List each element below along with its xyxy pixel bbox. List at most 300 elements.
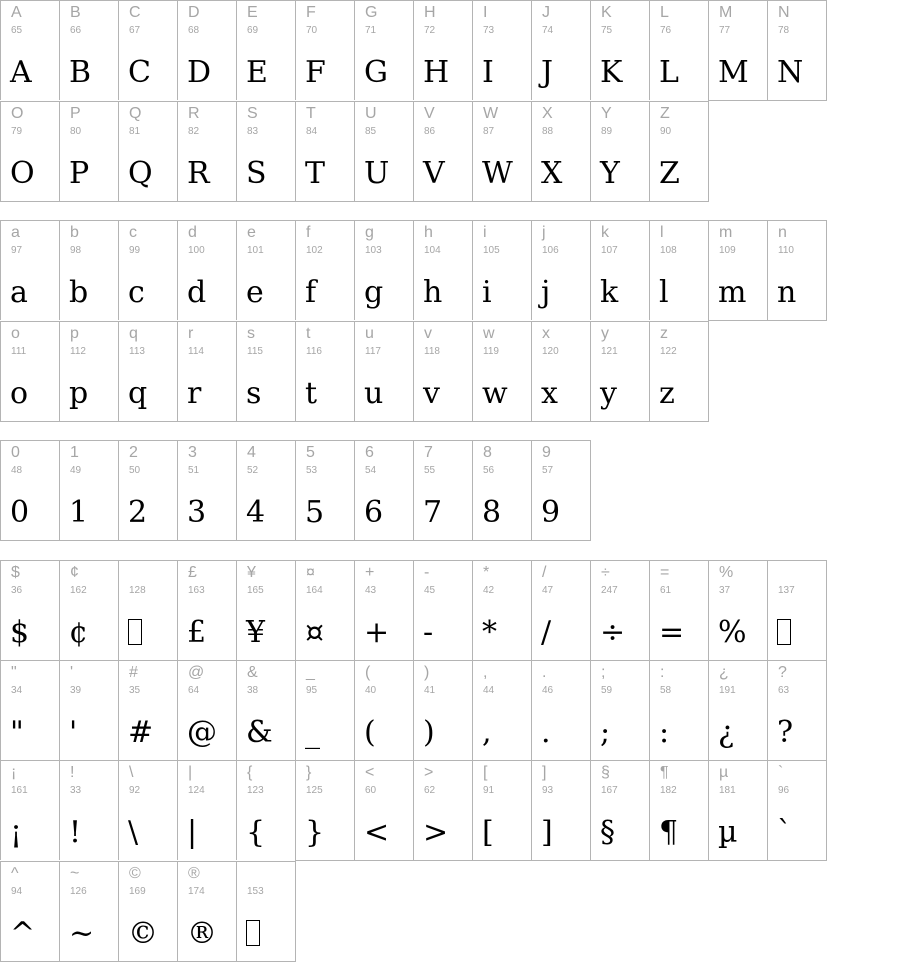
glyph-code: 108 [660,245,677,256]
glyph-label: 0 [11,444,20,461]
glyph-label: @ [188,664,205,681]
glyph-sample: F [305,55,326,90]
glyph-code: 60 [365,785,377,796]
glyph-code: 164 [306,585,323,596]
glyph-cell [767,560,827,660]
digits-grid [0,440,591,541]
glyph-code: 162 [70,585,87,596]
glyph-code: 40 [365,685,377,696]
glyph-cell [472,440,531,541]
glyph-code: 95 [306,685,318,696]
glyph-sample: ® [187,916,217,951]
glyph-label: B [70,4,81,21]
glyph-label: ; [601,664,606,681]
glyph-label: ` [778,764,784,781]
glyph-code: 54 [365,465,377,476]
glyph-cell [295,0,354,100]
glyph-cell [708,760,767,861]
glyph-label: - [424,564,430,581]
glyph-label: < [365,764,375,781]
symbols-grid [0,560,827,962]
glyph-label: G [365,4,378,21]
glyph-code: 120 [542,346,559,357]
glyph-label: µ [719,764,729,781]
glyph-code: 121 [601,346,618,357]
glyph-cell [177,220,236,320]
glyph-label: | [188,764,193,781]
glyph-sample: I [482,55,494,90]
glyph-sample: N [777,55,804,90]
glyph-sample: £ [187,615,207,650]
glyph-label: O [11,105,24,122]
glyph-cell [590,220,649,320]
glyph-cell [472,321,531,422]
glyph-code: 48 [11,465,23,476]
glyph-label: > [424,764,434,781]
glyph-sample: M [718,55,749,90]
glyph-sample: ~ [69,916,95,951]
glyph-label: ¤ [306,564,315,581]
glyph-label: Y [601,105,612,122]
glyph-cell [708,660,767,760]
glyph-sample: _ [305,715,320,750]
glyph-code: 91 [483,785,495,796]
glyph-label: g [365,224,374,241]
glyph-cell [0,101,59,202]
glyph-code: 55 [424,465,436,476]
glyph-sample: @ [187,715,217,750]
glyph-sample: " [10,715,24,750]
glyph-sample: ; [600,715,611,750]
glyph-code: 62 [424,785,436,796]
glyph-label: q [129,325,138,342]
glyph-sample: d [187,275,207,310]
glyph-code: 67 [129,25,141,36]
glyph-code: 90 [660,126,672,137]
glyph-sample: v [423,376,440,411]
glyph-sample: B [69,55,92,90]
glyph-label: z [660,325,668,342]
glyph-code: 83 [247,126,259,137]
glyph-cell [354,440,413,541]
glyph-code: 70 [306,25,318,36]
glyph-label: ( [365,664,371,681]
glyph-label: v [424,325,432,342]
glyph-label: Z [660,105,670,122]
glyph-cell [531,760,590,861]
glyph-label: § [601,764,610,781]
glyph-label: , [483,664,488,681]
glyph-row [0,560,827,660]
glyph-sample: a [10,275,28,310]
glyph-row [0,220,827,321]
glyph-cell [59,0,118,100]
glyph-code: 81 [129,126,141,137]
glyph-label: 1 [70,444,79,461]
glyph-code: 119 [483,346,499,357]
glyph-label: h [424,224,433,241]
glyph-code: 61 [660,585,672,596]
glyph-cell [0,0,59,100]
glyph-sample: ( [364,715,376,750]
glyph-label: D [188,4,200,21]
glyph-label: / [542,564,547,581]
glyph-sample: ] [541,815,553,850]
glyph-label: " [11,664,17,681]
glyph-code: 126 [70,886,87,897]
glyph-cell [0,660,59,760]
glyph-label: * [483,564,490,581]
glyph-cell [413,440,472,541]
glyph-sample: $ [10,615,30,650]
glyph-sample: } [305,815,325,850]
glyph-label: m [719,224,733,241]
glyph-sample: Y [600,156,620,191]
glyph-code: 103 [365,245,382,256]
glyph-cell [590,760,649,861]
glyph-cell [59,321,118,422]
glyph-code: 45 [424,585,436,596]
glyph-label: ) [424,664,430,681]
glyph-cell [295,440,354,541]
glyph-code: 73 [483,25,495,36]
glyph-label: $ [11,564,20,581]
glyph-label: ^ [11,865,19,882]
glyph-code: 165 [247,585,264,596]
glyph-cell [708,560,767,660]
glyph-cell [177,101,236,202]
glyph-cell [118,660,177,760]
glyph-cell [236,660,295,760]
glyph-code: 64 [188,685,200,696]
glyph-cell [236,0,295,100]
glyph-code: 52 [247,465,259,476]
glyph-code: 114 [188,346,204,357]
glyph-code: 116 [306,346,322,357]
glyph-code: 106 [542,245,559,256]
glyph-label: H [424,4,436,21]
glyph-cell [413,101,472,202]
glyph-sample: ÷ [600,615,626,650]
glyph-label: d [188,224,197,241]
glyph-sample: g [364,275,384,310]
glyph-cell [531,660,590,760]
glyph-cell [59,101,118,202]
glyph-sample: x [541,376,558,411]
glyph-sample: V [423,156,445,191]
glyph-label: f [306,224,311,241]
glyph-sample: n [777,275,797,310]
glyph-label: V [424,105,435,122]
glyph-sample: | [187,815,198,850]
glyph-cell [295,560,354,660]
glyph-sample: o [10,376,29,411]
glyph-cell [177,560,236,660]
glyph-code: 161 [11,785,28,796]
glyph-sample: h [423,275,443,310]
glyph-cell [354,101,413,202]
glyph-label: + [365,564,375,581]
glyph-code: 39 [70,685,82,696]
glyph-sample: 8 [482,495,502,530]
glyph-sample: c [128,275,145,310]
glyph-sample [246,912,260,956]
glyph-sample: ) [423,715,435,750]
glyph-row [0,660,827,760]
glyph-label: k [601,224,609,241]
glyph-sample: t [305,376,318,411]
glyph-sample: + [364,615,390,650]
glyph-label: £ [188,564,197,581]
glyph-cell [531,440,591,541]
glyph-sample: 5 [305,495,325,530]
glyph-code: 74 [542,25,554,36]
glyph-code: 41 [424,685,436,696]
glyph-row [0,0,827,101]
glyph-cell [118,861,177,962]
glyph-cell [177,440,236,541]
glyph-code: 42 [483,585,495,596]
glyph-sample: ` [777,815,792,850]
glyph-sample: 7 [423,495,443,530]
glyph-label: % [719,564,734,581]
glyph-sample: ¢ [69,615,89,650]
glyph-code: 105 [483,245,500,256]
glyph-sample: D [187,55,212,90]
glyph-cell [236,440,295,541]
glyph-code: 125 [306,785,323,796]
glyph-code: 75 [601,25,613,36]
glyph-cell [472,220,531,320]
glyph-code: 191 [719,685,736,696]
missing-glyph-icon [128,619,142,645]
glyph-cell [590,560,649,660]
glyph-label: R [188,105,200,122]
glyph-code: 49 [70,465,82,476]
uppercase-grid [0,0,827,202]
glyph-sample: 6 [364,495,384,530]
glyph-label: ~ [70,865,80,882]
glyph-sample: r [187,376,202,411]
glyph-label: y [601,325,609,342]
glyph-sample: f [305,275,317,310]
glyph-label: s [247,325,255,342]
glyph-code: 34 [11,685,23,696]
glyph-sample: p [69,376,89,411]
glyph-row [0,760,827,861]
glyph-label: ! [70,764,75,781]
glyph-sample: > [423,815,449,850]
glyph-cell [118,440,177,541]
glyph-cell [354,0,413,100]
glyph-label: n [778,224,787,241]
glyph-sample: - [423,615,434,650]
glyph-label: ÷ [601,564,610,581]
glyph-cell [531,101,590,202]
glyph-code: 113 [129,346,145,357]
glyph-label: ' [70,664,74,681]
glyph-cell [177,760,236,860]
glyph-code: 102 [306,245,323,256]
glyph-label: 8 [483,444,492,461]
glyph-cell [295,101,354,202]
glyph-sample: Q [128,156,153,191]
glyph-code: 88 [542,126,554,137]
glyph-code: 111 [11,346,27,357]
glyph-cell [177,660,236,760]
glyph-code: 69 [247,25,259,36]
glyph-sample: j [541,275,551,310]
glyph-code: 47 [542,585,554,596]
glyph-cell [236,861,296,962]
glyph-label: © [129,865,141,882]
glyph-sample: ! [69,815,82,850]
glyph-label: 9 [542,444,551,461]
glyph-label: ? [778,664,787,681]
glyph-code: 118 [424,346,440,357]
glyph-code: 76 [660,25,672,36]
glyph-cell [472,560,531,660]
glyph-sample: © [128,916,158,951]
glyph-sample: W [482,156,513,191]
glyph-sample: i [482,275,492,310]
glyph-code: 107 [601,245,618,256]
glyph-code: 58 [660,685,672,696]
glyph-label: K [601,4,612,21]
glyph-cell [177,861,236,962]
glyph-row [0,321,827,422]
glyph-cell [649,760,708,861]
missing-glyph-icon [777,619,791,645]
glyph-label: J [542,4,550,21]
glyph-code: 72 [424,25,436,36]
glyph-code: 117 [365,346,381,357]
glyph-label: b [70,224,79,241]
glyph-cell [590,0,649,100]
glyph-label: N [778,4,790,21]
glyph-code: 93 [542,785,554,796]
glyph-label: { [247,764,253,781]
glyph-code: 99 [129,245,141,256]
glyph-sample: * [482,615,497,650]
glyph-cell [236,321,295,422]
glyph-code: 163 [188,585,205,596]
glyph-sample: b [69,275,89,310]
glyph-label: = [660,564,670,581]
glyph-sample: ¡ [10,815,23,850]
glyph-cell [767,0,827,101]
glyph-label: u [365,325,374,342]
glyph-cell [236,560,295,660]
glyph-code: 110 [778,245,794,256]
glyph-label: w [483,325,495,342]
glyph-cell [118,760,177,860]
glyph-code: 181 [719,785,736,796]
glyph-code: 51 [188,465,200,476]
glyph-cell [767,220,827,321]
glyph-code: 71 [365,25,377,36]
glyph-cell [236,760,295,860]
glyph-code: 56 [483,465,495,476]
glyph-cell [118,101,177,202]
glyph-label: _ [306,664,315,681]
glyph-sample: [ [482,815,494,850]
glyph-sample: O [10,156,35,191]
glyph-code: 128 [129,585,146,596]
glyph-code: 153 [247,886,264,897]
glyph-code: 87 [483,126,495,137]
glyph-code: 50 [129,465,141,476]
glyph-code: 38 [247,685,259,696]
glyph-sample: E [246,55,268,90]
glyph-sample: 2 [128,495,148,530]
glyph-label: ¢ [70,564,79,581]
glyph-label: T [306,105,316,122]
glyph-cell [118,220,177,320]
glyph-label: X [542,105,553,122]
glyph-code: 100 [188,245,205,256]
glyph-sample: & [246,715,273,750]
glyph-label: W [483,105,499,122]
glyph-sample: ¤ [305,615,325,650]
glyph-cell [0,861,59,962]
glyph-cell [413,321,472,422]
glyph-sample: , [482,715,492,750]
glyph-code: 101 [247,245,264,256]
glyph-code: 109 [719,245,736,256]
glyph-code: 174 [188,886,205,897]
glyph-cell [354,321,413,422]
glyph-cell [236,220,295,320]
glyph-label: F [306,4,316,21]
glyph-label: M [719,4,733,21]
glyph-sample: 0 [10,495,30,530]
lowercase-grid [0,220,827,422]
glyph-label: 5 [306,444,315,461]
glyph-cell [0,321,59,422]
glyph-cell [118,560,177,660]
glyph-cell [472,0,531,100]
glyph-code: 36 [11,585,23,596]
glyph-cell [295,321,354,422]
glyph-cell [59,760,118,860]
glyph-cell [590,101,649,202]
glyph-code: 97 [11,245,23,256]
glyph-row [0,861,827,962]
glyph-code: 46 [542,685,554,696]
glyph-row [0,440,591,541]
glyph-label: ¿ [719,664,729,681]
glyph-label: t [306,325,311,342]
glyph-label: 7 [424,444,433,461]
glyph-label: 4 [247,444,256,461]
glyph-cell [177,0,236,100]
glyph-code: 63 [778,685,790,696]
glyph-label: c [129,224,137,241]
glyph-cell [59,861,118,962]
glyph-sample: H [423,55,450,90]
glyph-sample: . [541,715,551,750]
glyph-code: 86 [424,126,436,137]
glyph-label: o [11,325,20,342]
glyph-cell [767,760,827,861]
glyph-label: [ [483,764,488,781]
glyph-label: ] [542,764,547,781]
glyph-code: 98 [70,245,82,256]
glyph-label: & [247,664,258,681]
glyph-cell [649,0,708,100]
glyph-cell [236,101,295,202]
